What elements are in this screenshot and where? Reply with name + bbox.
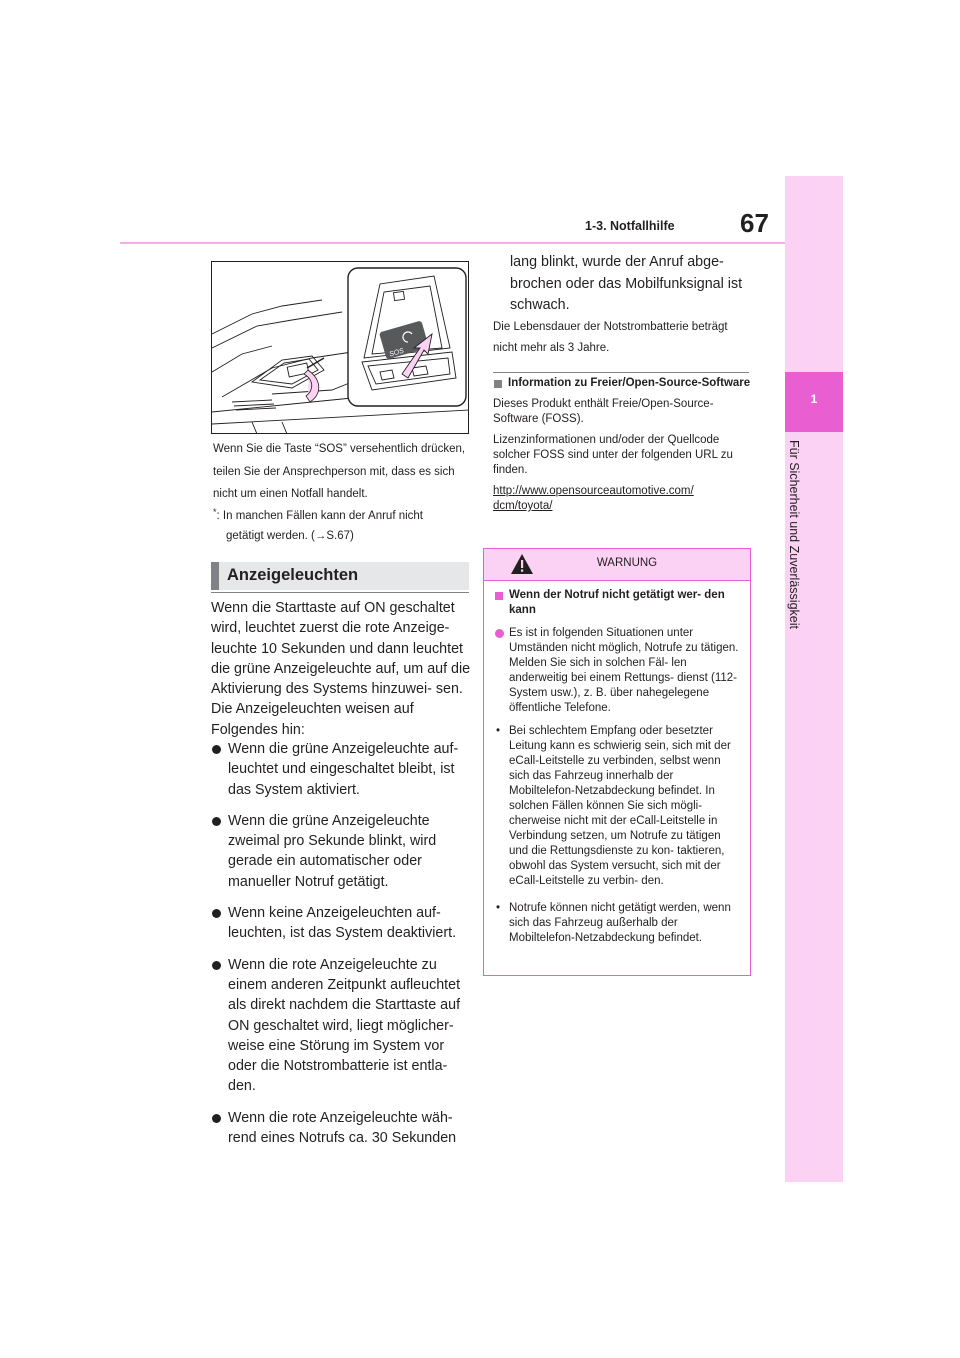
chapter-sidebar xyxy=(785,176,843,1182)
list-item-text: Wenn die grüne Anzeigeleuchte zweimal pro Sekunde blinkt, wird gerade ein automatischer oder manueller Notruf getätigt. xyxy=(228,812,437,890)
warning-heading-text: Wenn der Notruf nicht getätigt wer- den kann xyxy=(509,589,725,616)
foss-url-link[interactable]: http://www.opensourceautomotive.com/ dcm/toyota/ xyxy=(493,485,694,512)
indicator-intro-paragraph: Wenn die Starttaste auf ON geschaltet wird, leuchtet zuerst die rote Anzeige- leuchte 10 Sekunden und dann leuchtet die grüne Anzeigeleuchte auf, um auf die Aktivierung des Systems hinzuwei- sen. Die Anzeigeleuchten weisen auf Folgendes hin: xyxy=(211,600,471,738)
info-paragraph-2: Lizenzinformationen und/oder der Quellcode solcher FOSS sind unter der folgenden URL zu finden. xyxy=(493,434,733,476)
warning-bullet-text: Notrufe können nicht getätigt werden, wenn sich das Fahrzeug außerhalb der Mobiltelefon-Netzabdeckung befindet. xyxy=(509,902,731,944)
sos-button-label: SOS xyxy=(388,347,405,359)
foss-info-block xyxy=(493,376,755,514)
list-item xyxy=(211,955,473,1097)
section-heading-rule xyxy=(211,592,469,593)
footnote-text-2: getätigt werden. (→S.67) xyxy=(226,529,354,542)
warning-bullet-item xyxy=(494,724,740,889)
bullet-icon: • xyxy=(496,725,501,737)
figure-caption: Wenn Sie die Taste “SOS” versehentlich drücken, teilen Sie der Ansprechperson mit, dass es sich nicht um einen Notfall handelt. xyxy=(213,443,466,500)
list-item-text: Wenn die rote Anzeigeleuchte zu einem anderen Zeitpunkt aufleuchtet als direkt nachdem die Starttaste auf ON geschaltet wird, liegt möglicher- weise eine Störung im System vor oder die Notstrombatterie ist entla- den. xyxy=(228,956,461,1095)
warning-bullet-item xyxy=(494,901,740,946)
info-divider xyxy=(493,372,749,373)
chapter-tab-number: 1 xyxy=(810,392,818,406)
bullet-icon xyxy=(212,745,221,754)
indicator-bullet-list xyxy=(211,739,473,1159)
warning-header xyxy=(484,549,750,581)
chapter-title: Für Sicherheit und Zuverlässigkeit xyxy=(787,440,801,629)
page-number: 67 xyxy=(740,208,769,238)
square-bullet-icon xyxy=(494,380,502,388)
warning-circle-item xyxy=(494,626,740,716)
list-item-text: Wenn die rote Anzeigeleuchte wäh- rend eines Notrufs ca. 30 Sekunden xyxy=(228,1109,457,1147)
footnote xyxy=(213,503,473,546)
section-title: 1-3. Notfallhilfe xyxy=(585,219,675,233)
bullet-continuation: lang blinkt, wurde der Anruf abge- brochen oder das Mobilfunksignal ist schwach. xyxy=(510,254,743,313)
footnote-text-1: : In manchen Fällen kann der Anruf nicht xyxy=(216,510,423,522)
list-item xyxy=(211,811,473,892)
list-item-text: Wenn die grüne Anzeigeleuchte auf- leuchtet und eingeschaltet bleibt, ist das System aktiviert. xyxy=(228,741,459,798)
warning-heading xyxy=(494,588,740,618)
info-paragraph-1: Dieses Produkt enthält Freie/Open-Source-Software (FOSS). xyxy=(493,398,714,425)
circle-bullet-icon xyxy=(495,629,504,638)
list-item-text: Wenn keine Anzeigeleuchten auf- leuchten, ist das System deaktiviert. xyxy=(228,905,457,942)
info-heading-text: Information zu Freier/Open-Source-Software xyxy=(508,377,751,389)
sos-button-figure xyxy=(211,261,469,434)
section-heading-bar xyxy=(211,562,469,590)
bullet-icon xyxy=(212,817,221,826)
warning-bullet-text: Bei schlechtem Empfang oder besetzter Leitung kann es schwierig sein, sich mit der eCall-Leitstelle zu verbinden, selbst wenn sich das Fahrzeug innerhalb der Mobiltelefon-Netzabdeckung befindet. In solchen Fällen können Sie sich mögli- cherweise nicht mit der eCall-Leitstelle in Verbindung setzen, um Notrufe zu tätigen und die Rettungsdienste zu kon- taktieren, obwohl das System versucht, sich mit der eCall-Leitstelle zu verbin- den. xyxy=(509,725,731,887)
warning-circle-text: Es ist in folgenden Situationen unter Umständen nicht möglich, Notrufe zu tätigen. Melden Sie sich in solchen Fäl- len anderweitig bei einem Rettungs- dienst (112-System usw.), z. B. über nahegelegene öffentliche Telefone. xyxy=(509,627,739,714)
info-heading xyxy=(493,376,755,391)
sos-button-illustration-icon xyxy=(212,262,469,434)
header-divider xyxy=(120,242,785,244)
bullet-icon xyxy=(212,961,221,970)
section-heading: Anzeigeleuchten xyxy=(227,566,359,584)
list-item xyxy=(211,1108,473,1149)
warning-body xyxy=(484,581,750,946)
square-bullet-icon xyxy=(495,592,503,600)
warning-title: WARNUNG xyxy=(596,557,658,569)
bullet-icon xyxy=(212,909,221,918)
list-item xyxy=(211,903,473,944)
footnote-marker: * xyxy=(213,507,217,517)
chapter-tab[interactable] xyxy=(785,372,843,432)
battery-note: Die Lebensdauer der Notstrombatterie beträgt nicht mehr als 3 Jahre. xyxy=(493,321,728,354)
bullet-icon: • xyxy=(496,902,501,914)
warning-box xyxy=(483,548,751,976)
bullet-icon xyxy=(212,1114,221,1123)
list-item xyxy=(211,739,473,800)
